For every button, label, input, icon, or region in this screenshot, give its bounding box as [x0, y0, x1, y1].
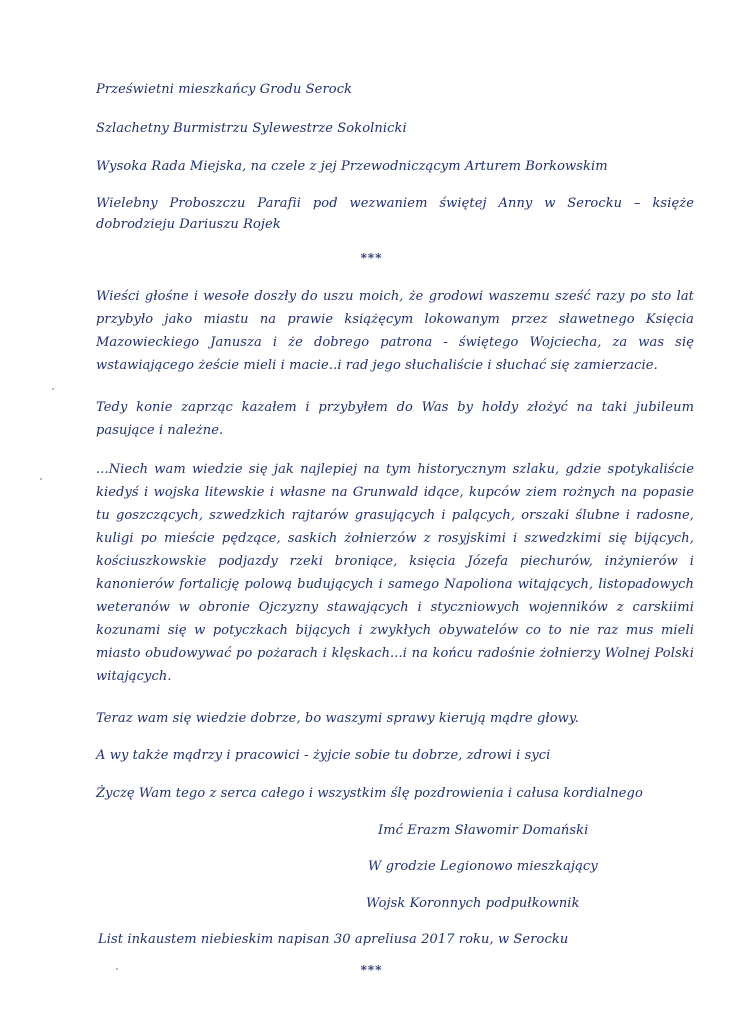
greeting-line: Prześwietni mieszkańcy Grodu Serock: [96, 82, 353, 97]
paragraph-line: kościuszkowskie podjazdy rzeki broniące, księcia Józefa piechurów, inżynierów i: [96, 554, 694, 569]
paragraph-line: kuligi po mieście pędzące, saskich żołnierzów z rosyjskimi i szwedzkimi się bijących,: [96, 531, 694, 546]
paragraph-line: Teraz wam się wiedzie dobrze, bo waszymi sprawy kierują mądre głowy.: [96, 711, 579, 726]
scan-speck: [40, 478, 42, 480]
paragraph-line: wstawiającego żeście mieli i macie..i rad jego słuchaliście i słuchać się zamierzacie.: [96, 358, 658, 373]
greeting-line: Wysoka Rada Miejska, na czele z jej Przewodniczącym Arturem Borkowskim: [96, 159, 608, 174]
greeting-line: Wielebny Proboszczu Parafii pod wezwaniem świętej Anny w Serocku – księże: [96, 196, 694, 211]
paragraph-line: kanonierów fortalicję polową budujących i samego Napoliona witających, listopadowych: [96, 577, 694, 592]
paragraph-line: weteranów w obronie Ojczyzny stawających i styczniowych wojenników z carskiimi: [96, 600, 694, 615]
separator: ***: [360, 251, 383, 265]
paragraph-line: Wieści głośne i wesołe doszły do uszu moich, że grodowi waszemu sześć razy po sto lat: [96, 289, 694, 304]
signature-rank: Wojsk Koronnych podpułkownik: [366, 896, 580, 911]
paragraph-line: Tedy konie zaprząc kazałem i przybyłem do Was by hołdy złożyć na taki jubileum: [96, 400, 694, 415]
paragraph-line: tu goszczących, szwedzkich rajtarów grasujących i palących, orszaki ślubne i radosne,: [96, 508, 694, 523]
closing-line: List inkaustem niebieskim napisan 30 apreliusa 2017 roku, w Serocku: [98, 932, 569, 947]
separator-end: ***: [360, 963, 383, 977]
greeting-line: Szlachetny Burmistrzu Sylewestrze Sokolnicki: [96, 121, 407, 136]
paragraph-line: Życzę Wam tego z serca całego i wszystkim ślę pozdrowienia i całusa kordialnego: [96, 786, 643, 801]
paragraph-line: pasujące i należne.: [96, 423, 224, 438]
paragraph-line: kiedyś i wojska litewskie i własne na Grunwald idące, kupców ziem rożnych na popasie: [96, 485, 694, 500]
paragraph-line: Mazowieckiego Janusza i że dobrego patrona - świętego Wojciecha, za was się: [96, 335, 694, 350]
paragraph-line: przybyło jako miastu na prawie książęcym lokowanym przez sławetnego Księcia: [96, 312, 694, 327]
paragraph-line: witających.: [96, 669, 172, 684]
greeting-line: dobrodzieju Dariuszu Rojek: [96, 217, 281, 232]
scan-speck: [116, 968, 118, 970]
signature-residence: W grodzie Legionowo mieszkający: [368, 859, 598, 874]
paragraph-line: ...Niech wam wiedzie się jak najlepiej na tym historycznym szlaku, gdzie spotykaliście: [96, 462, 694, 477]
scan-speck: [52, 388, 54, 390]
paragraph-line: A wy także mądrzy i pracowici - żyjcie sobie tu dobrze, zdrowi i syci: [96, 748, 551, 763]
paragraph-line: kozunami się w potyczkach bijących i zwykłych obywatelów co to nie raz mus mieli: [96, 623, 694, 638]
paragraph-line: miasto obudowywać po pożarach i klęskach...i na końcu radośnie żołnierzy Wolnej Polski: [96, 646, 694, 661]
signature-name: Imć Erazm Sławomir Domański: [378, 823, 589, 838]
